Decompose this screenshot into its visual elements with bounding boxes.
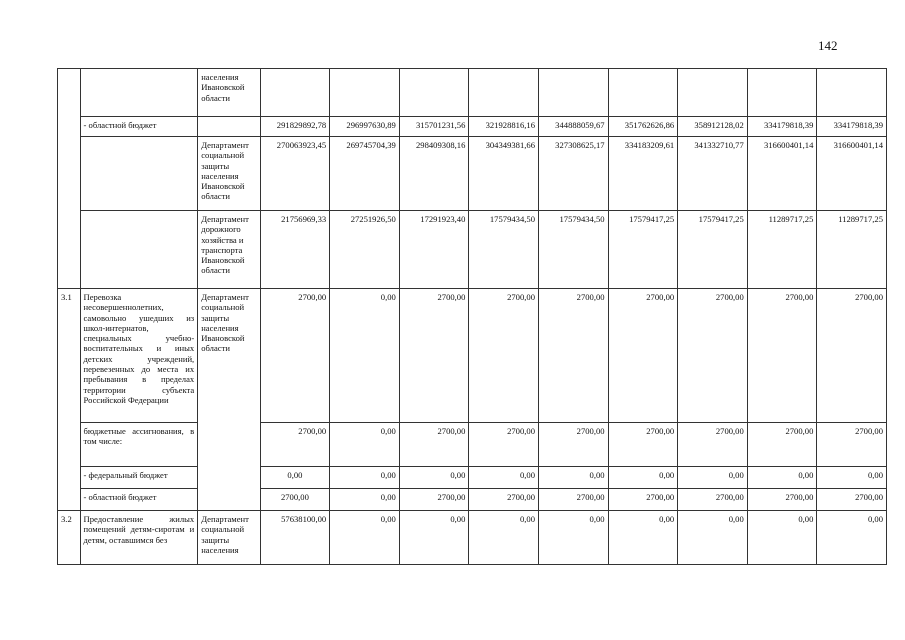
table-row: [58, 289, 887, 423]
value-cell: 2700,00: [469, 423, 539, 467]
value-cell: 315701231,56: [399, 117, 469, 137]
row-name-cell: - областной бюджет: [80, 117, 198, 137]
value-cell: 334183209,61: [608, 137, 678, 211]
row-org-cell: Департамент социальной защиты населения Ивановской области: [198, 137, 260, 211]
row-org-cell: Департамент дорожного хозяйства и транспорта Ивановской области: [198, 211, 260, 289]
value-cell: 2700,00: [539, 289, 609, 423]
row-org-cell: населения Ивановской области: [198, 69, 260, 117]
value-cell: 2700,00: [678, 423, 748, 467]
value-cell: 2700,00: [817, 289, 887, 423]
value-cell: 17579434,50: [539, 211, 609, 289]
table-row: [58, 117, 887, 137]
row-org-cell: [198, 117, 260, 137]
budget-table: [57, 68, 887, 565]
value-cell: [469, 69, 539, 117]
row-name-cell: бюджетные ассигнования, в том числе:: [80, 423, 198, 467]
value-cell: 2700,00: [539, 423, 609, 467]
value-cell: [399, 69, 469, 117]
value-cell: 11289717,25: [817, 211, 887, 289]
value-cell: 11289717,25: [747, 211, 817, 289]
value-cell: 2700,00: [747, 289, 817, 423]
value-cell: 327308625,17: [539, 137, 609, 211]
value-cell: 17579417,25: [608, 211, 678, 289]
value-cell: 0,00: [539, 511, 609, 565]
row-name-cell: - федеральный бюджет: [80, 467, 198, 489]
value-cell: 298409308,16: [399, 137, 469, 211]
value-cell: 2700,00: [469, 489, 539, 511]
table-row: [58, 423, 887, 467]
value-cell: 0,00: [469, 511, 539, 565]
value-cell: 2700,00: [608, 423, 678, 467]
value-cell: 0,00: [399, 467, 469, 489]
table-row: [58, 69, 887, 117]
value-cell: 2700,00: [608, 289, 678, 423]
value-cell: 2700,00: [399, 289, 469, 423]
value-cell: [678, 69, 748, 117]
page-number: 142: [818, 38, 838, 53]
value-cell: 0,00: [747, 511, 817, 565]
value-cell: 344888059,67: [539, 117, 609, 137]
row-number-cell: 3.1: [58, 289, 81, 511]
value-cell: [817, 69, 887, 117]
value-cell: 17291923,40: [399, 211, 469, 289]
value-cell: 57638100,00: [260, 511, 330, 565]
value-cell: 0,00: [330, 467, 400, 489]
value-cell: 0,00: [678, 511, 748, 565]
table-row: [58, 211, 887, 289]
value-cell: [330, 69, 400, 117]
value-cell: 0,00: [330, 423, 400, 467]
row-name-cell: [80, 137, 198, 211]
value-cell: 316600401,14: [747, 137, 817, 211]
value-cell: [608, 69, 678, 117]
value-cell: 17579417,25: [678, 211, 748, 289]
value-cell: 2700,00: [399, 423, 469, 467]
value-cell: 269745704,39: [330, 137, 400, 211]
value-cell: 0,00: [399, 511, 469, 565]
row-name-cell: Предоставление жилых помещений детям-сиротам и детям, оставшимся без: [80, 511, 198, 565]
value-cell: 2700,00: [817, 489, 887, 511]
value-cell: 2700,00: [817, 423, 887, 467]
row-name-cell: [80, 211, 198, 289]
value-cell: 0,00: [608, 467, 678, 489]
row-number-cell: 3.2: [58, 511, 81, 565]
value-cell: 2700,00: [260, 489, 330, 511]
row-number-cell: [58, 69, 81, 289]
value-cell: 296997630,89: [330, 117, 400, 137]
row-org-cell: Департамент социальной защиты населения: [198, 511, 260, 565]
value-cell: 0,00: [330, 289, 400, 423]
value-cell: 334179818,39: [817, 117, 887, 137]
value-cell: 0,00: [330, 511, 400, 565]
value-cell: 2700,00: [260, 423, 330, 467]
table-row: [58, 489, 887, 511]
value-cell: 21756969,33: [260, 211, 330, 289]
value-cell: 0,00: [608, 511, 678, 565]
value-cell: 2700,00: [260, 289, 330, 423]
row-name-cell: Перевозка несовершеннолетних, самовольно ушедших из школ-интернатов, специальных учебно-воспитательных и иных детских учреждений, перевезенных до места их пребывания в пределах территории субъекта Российской Федерации: [80, 289, 198, 423]
value-cell: 321928816,16: [469, 117, 539, 137]
value-cell: 17579434,50: [469, 211, 539, 289]
value-cell: [747, 69, 817, 117]
value-cell: 270063923,45: [260, 137, 330, 211]
value-cell: 291829892,78: [260, 117, 330, 137]
value-cell: 2700,00: [469, 289, 539, 423]
value-cell: 0,00: [330, 489, 400, 511]
row-org-cell: Департамент социальной защиты населения Ивановской области: [198, 289, 260, 511]
value-cell: 0,00: [539, 467, 609, 489]
row-name-cell: [80, 69, 198, 117]
value-cell: 2700,00: [678, 289, 748, 423]
value-cell: 358912128,02: [678, 117, 748, 137]
value-cell: 2700,00: [747, 423, 817, 467]
value-cell: 0,00: [817, 467, 887, 489]
value-cell: 2700,00: [539, 489, 609, 511]
value-cell: 334179818,39: [747, 117, 817, 137]
table-row: [58, 137, 887, 211]
value-cell: [260, 69, 330, 117]
value-cell: 0,00: [678, 467, 748, 489]
value-cell: 2700,00: [399, 489, 469, 511]
table-row: [58, 467, 887, 489]
table-row: [58, 511, 887, 565]
value-cell: 2700,00: [608, 489, 678, 511]
value-cell: 0,00: [469, 467, 539, 489]
value-cell: 0,00: [260, 467, 330, 489]
value-cell: 316600401,14: [817, 137, 887, 211]
value-cell: 27251926,50: [330, 211, 400, 289]
row-name-cell: - областной бюджет: [80, 489, 198, 511]
value-cell: 341332710,77: [678, 137, 748, 211]
value-cell: 2700,00: [678, 489, 748, 511]
value-cell: 351762626,86: [608, 117, 678, 137]
value-cell: 304349381,66: [469, 137, 539, 211]
value-cell: 0,00: [747, 467, 817, 489]
value-cell: [539, 69, 609, 117]
value-cell: 0,00: [817, 511, 887, 565]
value-cell: 2700,00: [747, 489, 817, 511]
